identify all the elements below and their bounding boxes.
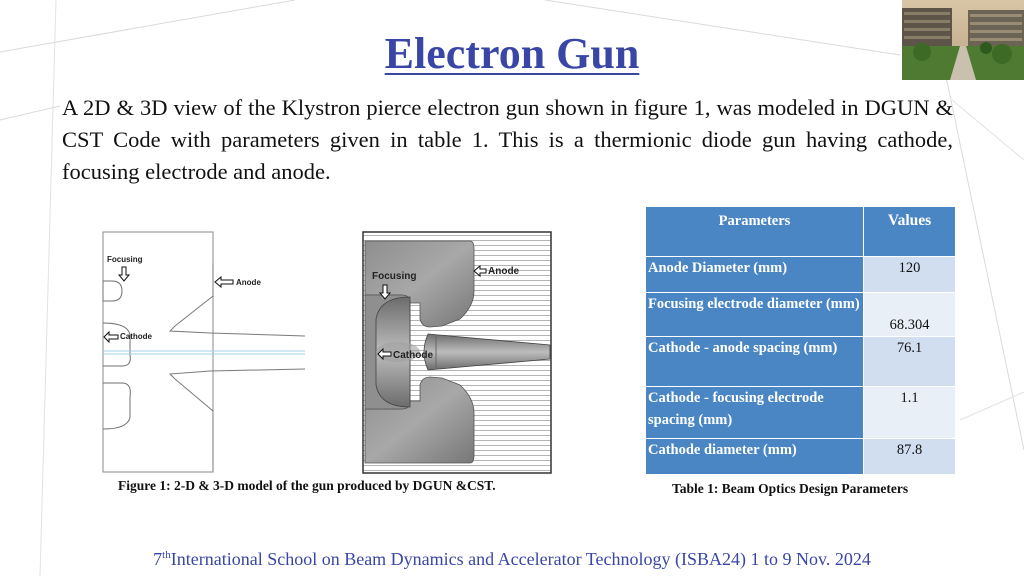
label-3d-cathode: Cathode	[393, 350, 433, 361]
header-values: Values	[864, 207, 956, 257]
footer-text	[0, 549, 1024, 570]
header-parameters: Parameters	[646, 207, 864, 257]
parameters-table	[645, 206, 956, 475]
row-value: 87.8	[864, 439, 956, 475]
footer-superscript: th	[162, 549, 171, 561]
row-value: 1.1	[864, 387, 956, 439]
row-parameter: Cathode diameter (mm)	[646, 439, 864, 475]
label-2d-anode: Anode	[236, 278, 261, 287]
figure-3d-model	[362, 231, 552, 474]
figure-caption: Figure 1: 2-D & 3-D model of the gun produced by DGUN &CST.	[118, 478, 496, 493]
row-parameter: Cathode - focusing electrode spacing (mm)	[646, 387, 864, 439]
figure-2d-model	[100, 231, 306, 474]
table-row	[646, 439, 956, 475]
label-3d-anode: Anode	[488, 266, 520, 277]
table-row	[646, 293, 956, 337]
slide-title: Electron Gun	[384, 29, 640, 78]
table-caption: Table 1: Beam Optics Design Parameters	[672, 481, 909, 496]
label-2d-cathode: Cathode	[120, 332, 152, 341]
footer-number: 7	[153, 549, 163, 569]
campus-photo	[902, 0, 1024, 80]
intro-paragraph: A 2D & 3D view of the Klystron pierce electron gun shown in figure 1, was modeled in DGUN & CST Code with parameters given in table 1. This is a thermionic diode gun having cathode, focusing electrode and anode.	[62, 95, 953, 184]
table-header-row	[646, 207, 956, 257]
row-value: 120	[864, 257, 956, 293]
table-row	[646, 257, 956, 293]
row-parameter: Focusing electrode diameter (mm)	[646, 293, 864, 337]
table-row	[646, 337, 956, 387]
row-parameter: Cathode - anode spacing (mm)	[646, 337, 864, 387]
row-parameter: Anode Diameter (mm)	[646, 257, 864, 293]
table-row	[646, 387, 956, 439]
row-value: 76.1	[864, 337, 956, 387]
row-value: 68.304	[864, 293, 956, 337]
label-2d-focusing: Focusing	[107, 255, 143, 264]
footer-title: International School on Beam Dynamics and Accelerator Technology (ISBA24) 1 to 9 Nov. 2024	[170, 549, 871, 569]
label-3d-focusing: Focusing	[372, 271, 417, 282]
arrow-left-icon	[215, 277, 233, 287]
